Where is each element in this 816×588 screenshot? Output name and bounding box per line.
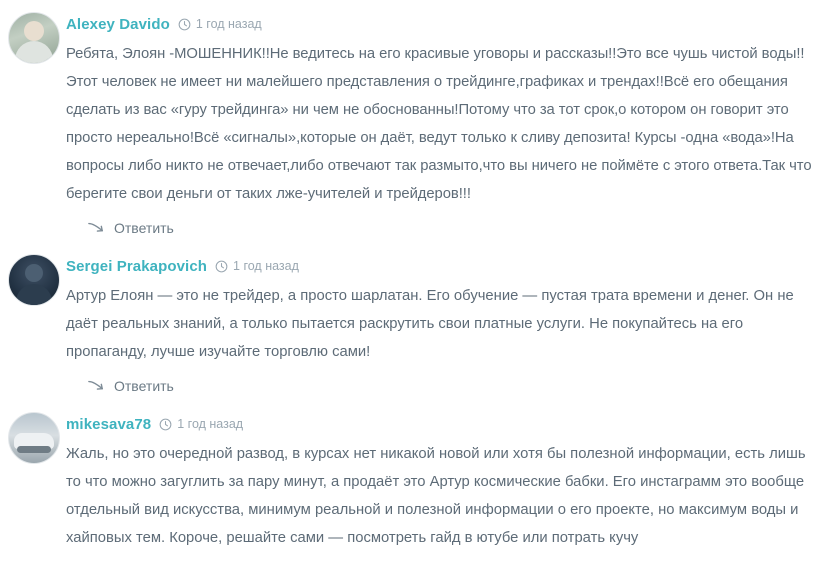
clock-icon [178, 18, 191, 31]
clock-icon [215, 260, 228, 273]
comment-time [178, 17, 262, 31]
comment-author[interactable]: mikesava78 [66, 415, 152, 433]
comment-meta [66, 254, 812, 278]
comment-time [215, 259, 299, 273]
avatar-wrap [0, 8, 66, 64]
comment-item [0, 0, 816, 242]
comment-text: Жаль, но это очередной развод, в курсах нет никакой новой или хотя бы полезной информации, есть лишь то что можно загуглить за пару минут, а продаёт это Артур космические бабки. Его инстаграмм это вообще отдельный вид искусства, минимум реальной и полезной информации о его проекте, но максимум воды и хайповых тем. Короче, решайте сами — посмотреть гайд в ютубе или потрать кучу [66, 446, 806, 546]
comment-meta [66, 12, 812, 36]
clock-icon [159, 418, 172, 431]
comment-item [0, 400, 816, 552]
comment-time-label: 1 год назад [177, 417, 244, 431]
comment-text: Ребята, Элоян -МОШЕННИК!!Не ведитесь на его красивые уговоры и рассказы!!Это все чушь чистой воды!!Этот человек не имеет ни малейшего представления о трейдинге,графиках и трендах!!Всё его обещания сделать из вас «гуру трейдинга» ни чем не обоснованны!Потому что за тот срок,о котором он говорит это просто нереально!Всё «сигналы»,которые он даёт, ведут только к сливу депозита! Курсы -одна «вода»!На вопросы либо никто не отвечает,либо отвечают так размыто,что вы ничего не поймёте с этого ответа.Так что берегите свои деньги от таких лже-учителей и трейдеров!!! [66, 46, 812, 202]
comment-body [66, 250, 816, 400]
avatar-alexey-davido[interactable] [8, 12, 60, 64]
reply-button[interactable] [66, 220, 812, 236]
comment-time-label: 1 год назад [233, 259, 299, 273]
reply-label: Ответить [114, 378, 174, 394]
comment-time [159, 417, 243, 431]
avatar-wrap [0, 408, 66, 464]
comment-author[interactable]: Sergei Prakapovich [66, 257, 208, 275]
avatar-sergei-prakapovich[interactable] [8, 254, 60, 306]
reply-button[interactable] [66, 378, 812, 394]
avatar-mikesava78[interactable] [8, 412, 60, 464]
comment-body [66, 408, 816, 552]
reply-label: Ответить [114, 220, 174, 236]
reply-arrow-icon [88, 221, 104, 235]
comment-item [0, 242, 816, 400]
comment-meta [66, 412, 812, 436]
comment-text: Артур Елоян — это не трейдер, а просто шарлатан. Его обучение — пустая трата времени и денег. Он не даёт реальных знаний, а только пытается раскрутить свои платные услуги. Не покупайтесь на его пропаганду, лучше изучайте торговлю сами! [66, 288, 794, 360]
reply-arrow-icon [88, 379, 104, 393]
comment-body [66, 8, 816, 242]
avatar-wrap [0, 250, 66, 306]
comment-author[interactable]: Alexey Davido [66, 15, 170, 33]
comment-time-label: 1 год назад [195, 17, 262, 31]
